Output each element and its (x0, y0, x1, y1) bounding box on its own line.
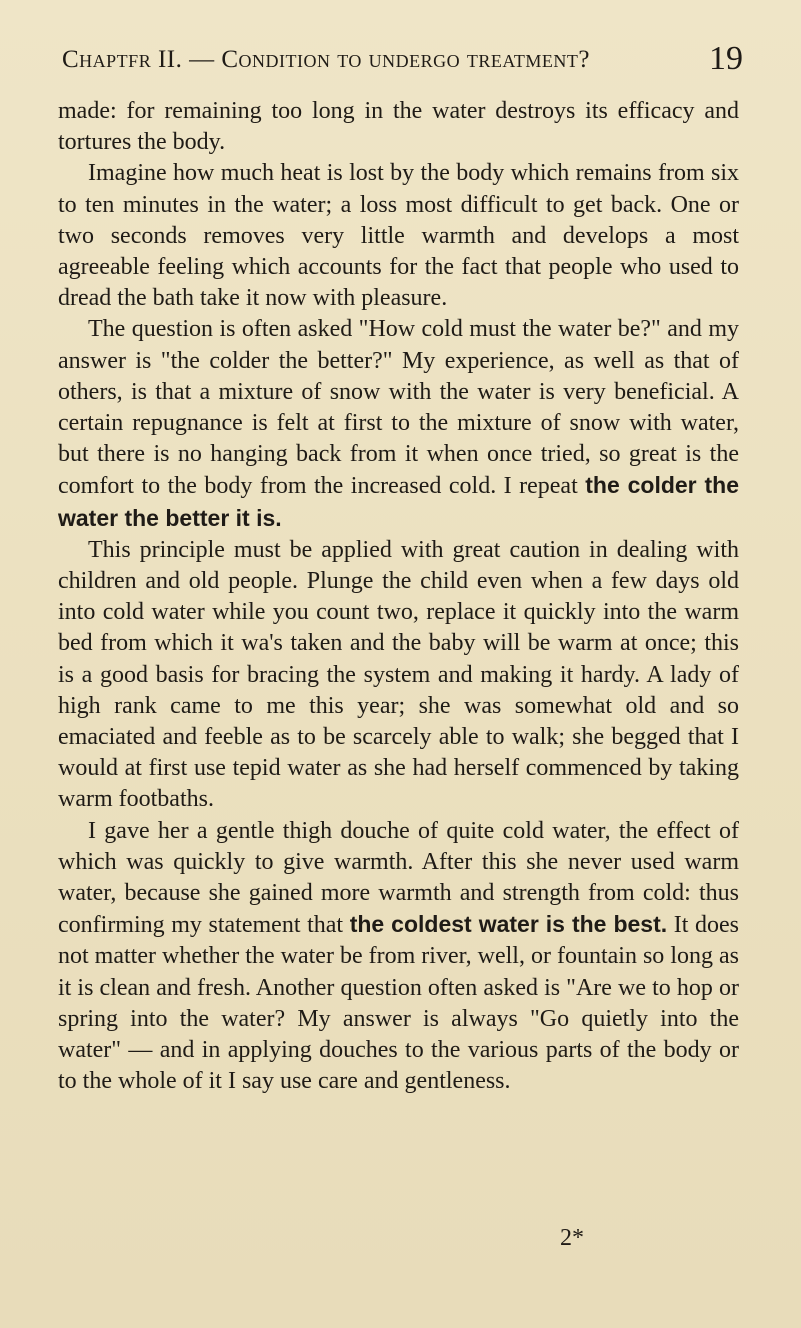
paragraph-5-emphasis: the coldest water is the best. (349, 911, 668, 938)
running-head (62, 42, 743, 84)
paragraph-1 (58, 96, 739, 158)
paragraph-1-text: made: for remaining too long in the water destroys its efficacy and tortures the body. (58, 98, 739, 156)
paragraph-3-text: The question is often asked "How cold must the water be?" and my answer is "the colder the better?" My experience, as well as that of others, is that a mixture of snow with the water is very beneficial. A certain repugnance is felt at first to the mixture of snow with water, but there is no hanging back from it when once tried, so great is the comfort to the body from the increased cold. I repeat (58, 316, 739, 500)
paragraph-4-text: This principle must be applied with great caution in dealing with children and old people. Plunge the child even when a few days old into cold water while you count two, replace it quickly into the warm bed from which it wa's taken and the baby will be warm at once; this is a good basis for bracing the system and making it hardy. A lady of high rank came to me this year; she was somewhat old and so emaciated and feeble as to be scarcely able to walk; she begged that I would at first use tepid water as she had herself commenced by taking warm footbaths. (58, 536, 739, 813)
paragraph-5 (58, 816, 739, 1098)
running-title: Chaptfr II. — Condition to undergo treatment? (62, 46, 590, 73)
paragraph-5-text-a: I gave her a gentle thigh douche of quite cold water, the effect of which was quickly to give warmth. After this she never used warm water, because she gained more warmth and strength from cold: thus confirming my statement that (58, 817, 739, 939)
paragraph-3-emphasis: the colder the water the better it is. (58, 472, 739, 531)
signature-mark: 2* (560, 1225, 584, 1251)
paragraph-3 (58, 314, 739, 534)
paragraph-5-text-b: It does not matter whether the water be from river, well, or fountain so long as it is clean and fresh. Another question often asked is "Are we to hop or spring into the water? My answer is always "Go quietly into the water" — and in applying douches to the various parts of the body or to the whole of it I say use care and gentleness. (58, 912, 740, 1095)
page-number: 19 (709, 40, 743, 77)
paragraph-2-text: Imagine how much heat is lost by the body which remains from six to ten minutes in the water; a loss most difficult to get back. One or two seconds removes very little warmth and develops a most agreeable feeling which accounts for the fact that people who used to dread the bath take it now with pleasure. (58, 160, 739, 312)
paragraph-4 (58, 535, 739, 816)
body-text (58, 96, 739, 1098)
paragraph-2 (58, 158, 739, 314)
